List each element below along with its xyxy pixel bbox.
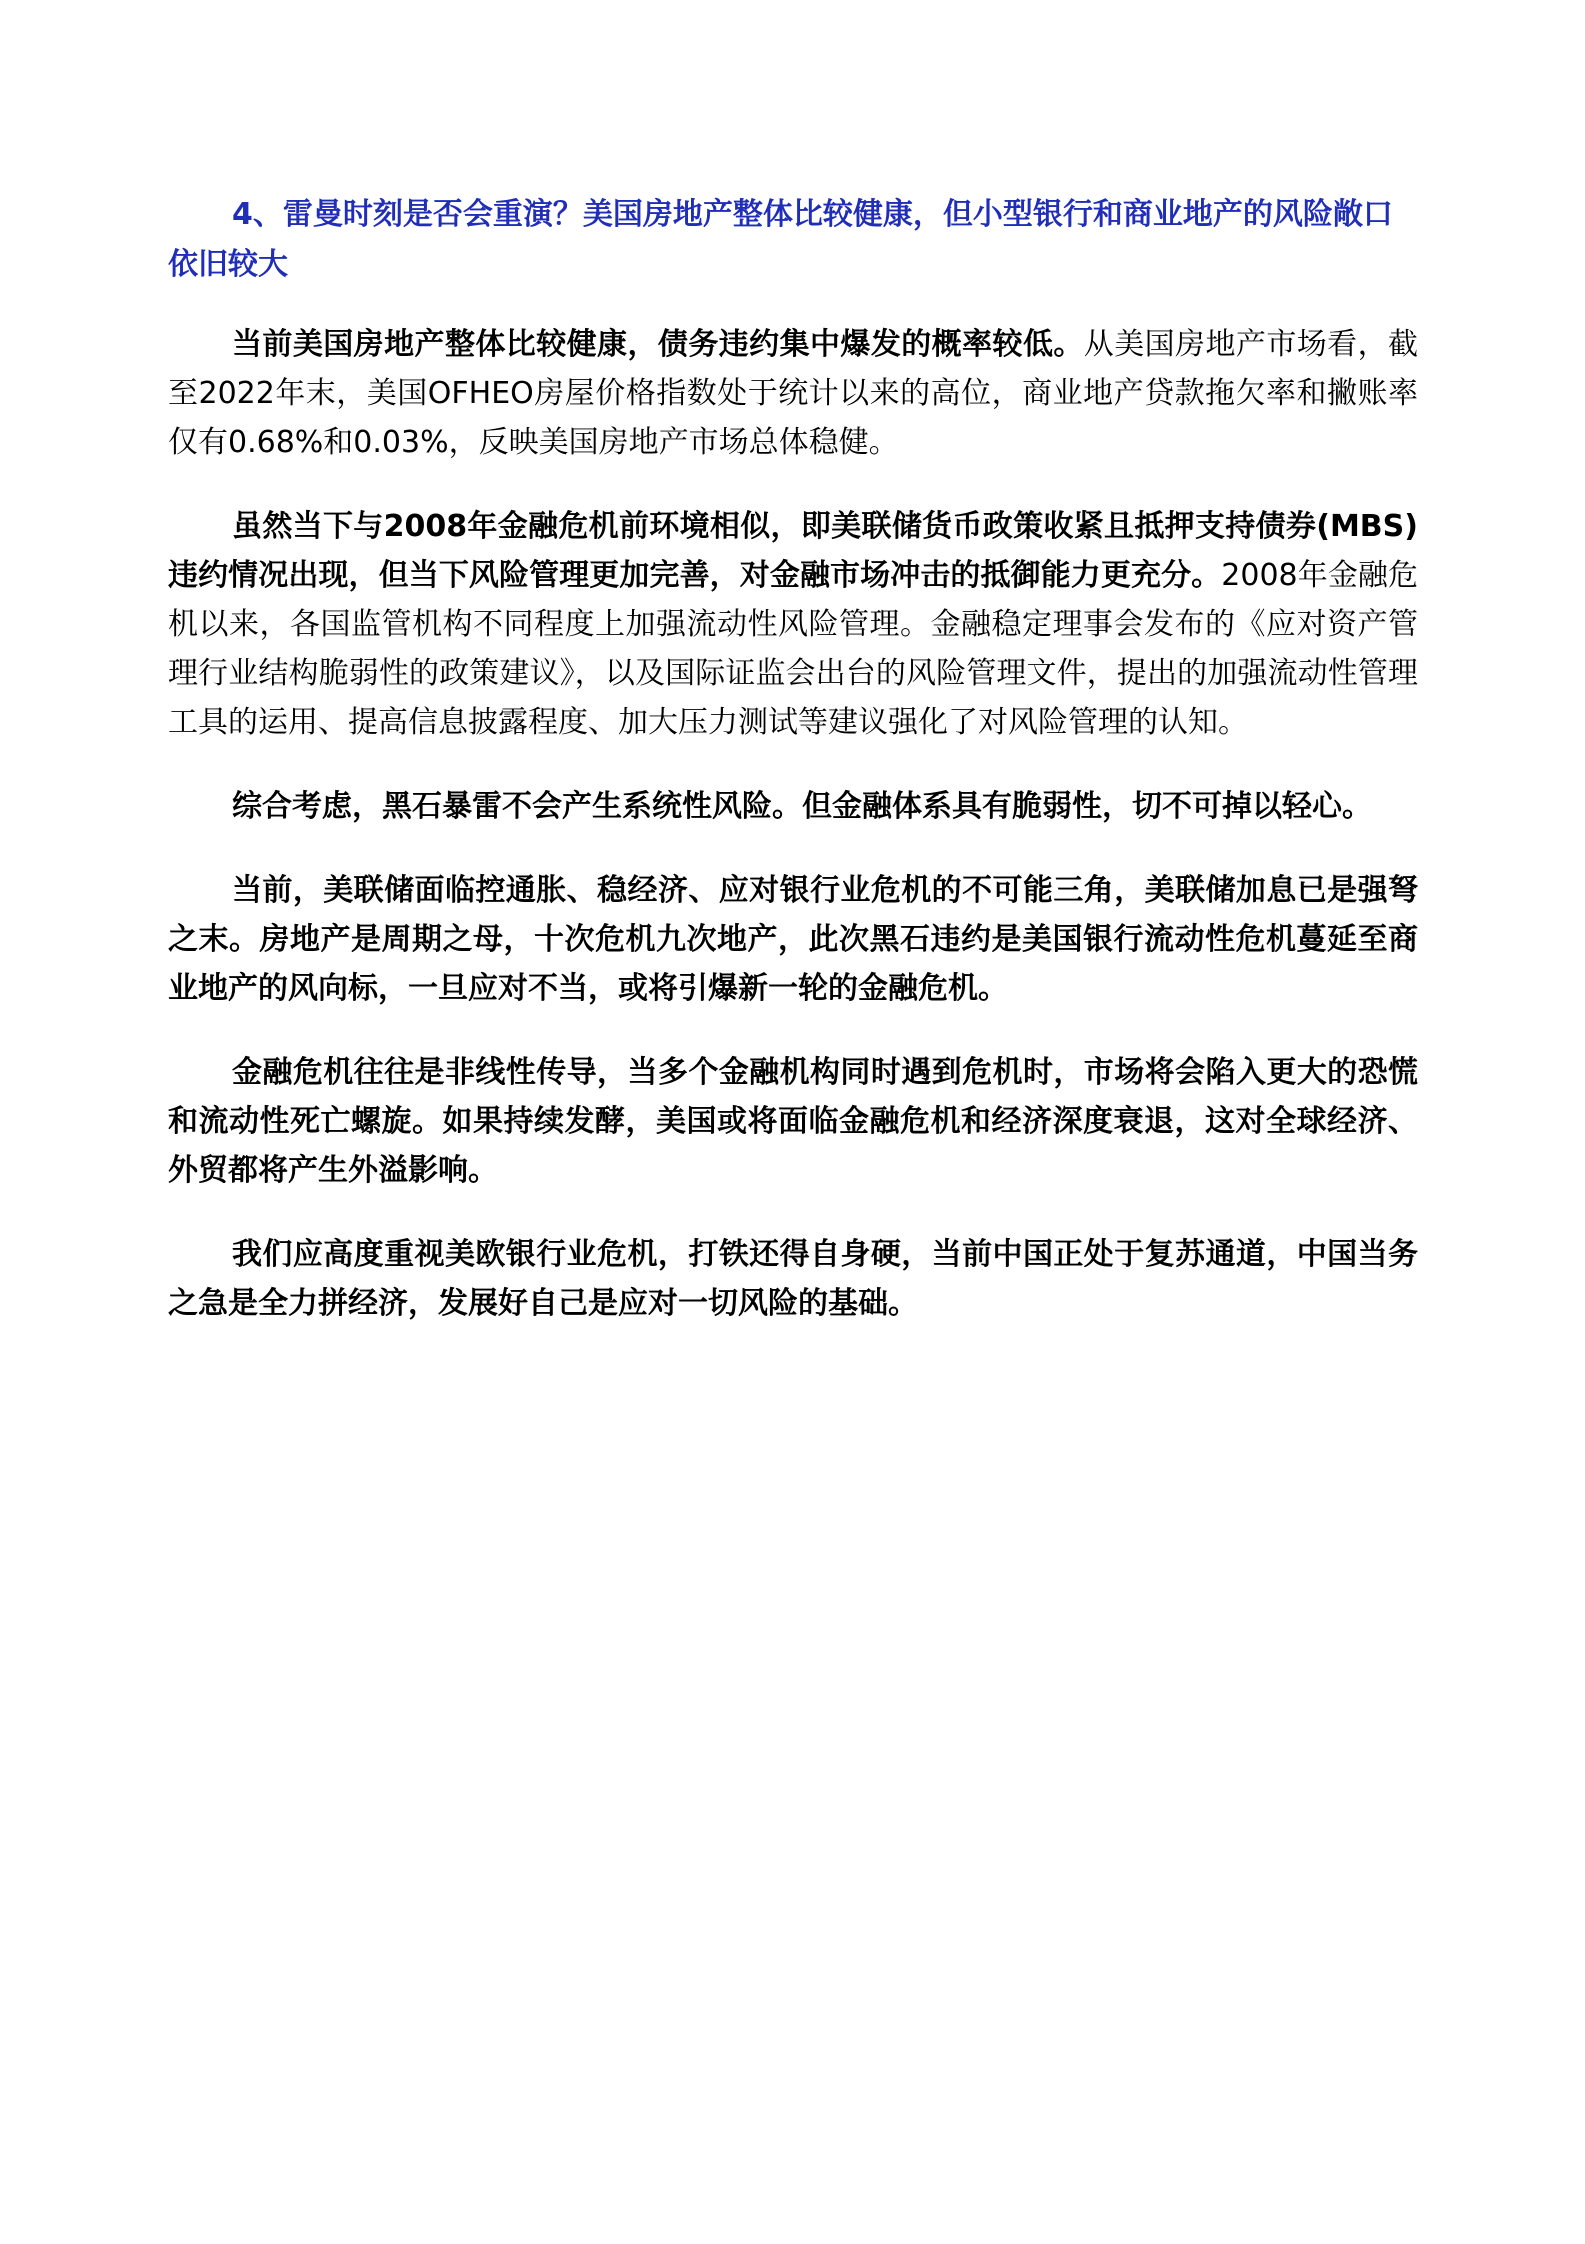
paragraph-3 xyxy=(168,782,1418,831)
paragraph-4 xyxy=(168,866,1418,1013)
paragraph-3-bold: 综合考虑，黑石暴雷不会产生系统性风险。但金融体系具有脆弱性，切不可掉以轻心。 xyxy=(232,789,1372,824)
paragraph-1 xyxy=(168,320,1418,467)
paragraph-2 xyxy=(168,502,1418,747)
paragraph-2-bold: 虽然当下与2008年金融危机前环境相似，即美联储货币政策收紧且抵押支持债券(MBS)违约情况出现，但当下风险管理更加完善，对金融市场冲击的抵御能力更充分。 xyxy=(168,509,1418,593)
paragraph-6 xyxy=(168,1230,1418,1328)
paragraph-1-text: 从美国房地产市场看，截至2022年末，美国OFHEO房屋价格指数处于统计以来的高位，商业地产贷款拖欠率和撇账率仅有0.68%和0.03%，反映美国房地产市场总体稳健。 xyxy=(168,327,1419,460)
paragraph-1-bold: 当前美国房地产整体比较健康，债务违约集中爆发的概率较低。 xyxy=(232,327,1084,362)
paragraph-6-bold: 我们应高度重视美欧银行业危机，打铁还得自身硬，当前中国正处于复苏通道，中国当务之急是全力拼经济，发展好自己是应对一切风险的基础。 xyxy=(168,1237,1418,1321)
paragraph-2-text: 2008年金融危机以来，各国监管机构不同程度上加强流动性风险管理。金融稳定理事会发布的《应对资产管理行业结构脆弱性的政策建议》，以及国际证监会出台的风险管理文件，提出的加强流动性管理工具的运用、提高信息披露程度、加大压力测试等建议强化了对风险管理的认知。 xyxy=(168,558,1419,740)
paragraph-4-bold: 当前，美联储面临控通胀、稳经济、应对银行业危机的不可能三角，美联储加息已是强弩之末。房地产是周期之母，十次危机九次地产，此次黑石违约是美国银行流动性危机蔓延至商业地产的风向标，一旦应对不当，或将引爆新一轮的金融危机。 xyxy=(168,873,1418,1006)
document-page xyxy=(168,190,1418,1363)
section-heading: 4、雷曼时刻是否会重演？美国房地产整体比较健康，但小型银行和商业地产的风险敞口依旧较大 xyxy=(168,197,1393,282)
paragraph-5 xyxy=(168,1048,1418,1195)
paragraph-5-bold: 金融危机往往是非线性传导，当多个金融机构同时遇到危机时，市场将会陷入更大的恐慌和流动性死亡螺旋。如果持续发酵，美国或将面临金融危机和经济深度衰退，这对全球经济、外贸都将产生外溢影响。 xyxy=(168,1055,1418,1188)
